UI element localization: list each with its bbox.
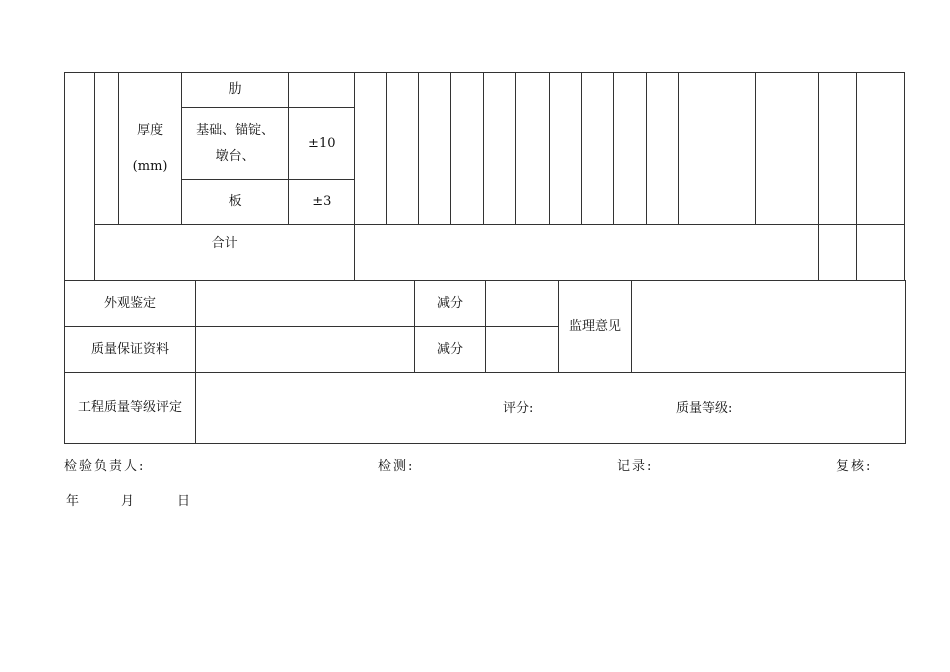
measurement-table — [64, 72, 905, 281]
thickness-unit: (mm) — [132, 158, 168, 174]
inspector-label: 检验负责人: — [64, 459, 146, 474]
total-value-cell — [355, 225, 818, 281]
part-label: 基础、锚锭、墩台、 — [196, 122, 275, 164]
measure-cell — [646, 73, 678, 225]
blank-cell — [818, 225, 856, 281]
quality-docs-label-cell — [65, 327, 196, 373]
measure-cell — [678, 73, 755, 225]
score-label: 评分: — [503, 401, 534, 416]
date-day: 日 — [177, 494, 191, 509]
appearance-label-cell — [65, 281, 196, 327]
part-cell — [182, 180, 289, 225]
review-label: 复核: — [836, 459, 873, 474]
grade-label: 质量等级: — [676, 401, 733, 416]
tolerance-value: ±10 — [308, 135, 336, 151]
grade-eval-label-cell — [65, 373, 196, 444]
grade-eval-value-cell — [196, 373, 906, 444]
blank-cell — [95, 73, 119, 225]
thickness-label-cell — [119, 73, 182, 225]
part-label: 板 — [228, 194, 242, 209]
tolerance-cell — [289, 180, 355, 225]
part-cell — [182, 108, 289, 180]
total-cell — [95, 225, 355, 281]
measure-cell — [549, 73, 581, 225]
supervisor-label: 监理意见 — [569, 318, 622, 334]
grade-eval-label: 工程质量等级评定 — [77, 400, 182, 415]
appearance-label: 外观鉴定 — [103, 295, 156, 311]
measure-cell — [755, 73, 818, 225]
supervisor-label-cell — [559, 281, 632, 373]
measure-cell — [419, 73, 451, 225]
part-cell — [182, 73, 289, 108]
testing-label: 检测: — [378, 459, 415, 474]
quality-docs-value-cell — [196, 327, 415, 373]
deduct-value-cell — [486, 281, 559, 327]
evaluation-table — [64, 280, 906, 444]
tolerance-cell — [289, 73, 355, 108]
measure-cell — [516, 73, 549, 225]
measure-cell — [451, 73, 484, 225]
tolerance-value: ±3 — [312, 194, 332, 209]
deduct-label: 减分 — [436, 341, 463, 357]
deduct-label: 减分 — [436, 295, 463, 311]
thickness-label: 厚度 — [137, 122, 164, 138]
date-year: 年 — [66, 494, 80, 509]
measure-cell — [856, 73, 904, 225]
measure-cell — [355, 73, 387, 225]
appearance-value-cell — [196, 281, 415, 327]
measure-cell — [581, 73, 613, 225]
blank-cell — [65, 73, 95, 281]
record-label: 记录: — [617, 459, 654, 474]
deduct-label-cell — [415, 327, 486, 373]
tolerance-cell — [289, 108, 355, 180]
deduct-value-cell — [486, 327, 559, 373]
date-month: 月 — [121, 494, 135, 509]
quality-docs-label: 质量保证资料 — [90, 341, 169, 357]
measure-cell — [818, 73, 856, 225]
blank-cell — [856, 225, 904, 281]
part-label: 肋 — [228, 82, 242, 97]
total-label: 合计 — [211, 236, 238, 251]
measure-cell — [484, 73, 516, 225]
deduct-label-cell — [415, 281, 486, 327]
measure-cell — [387, 73, 419, 225]
measure-cell — [613, 73, 646, 225]
supervisor-value-cell — [632, 281, 906, 373]
